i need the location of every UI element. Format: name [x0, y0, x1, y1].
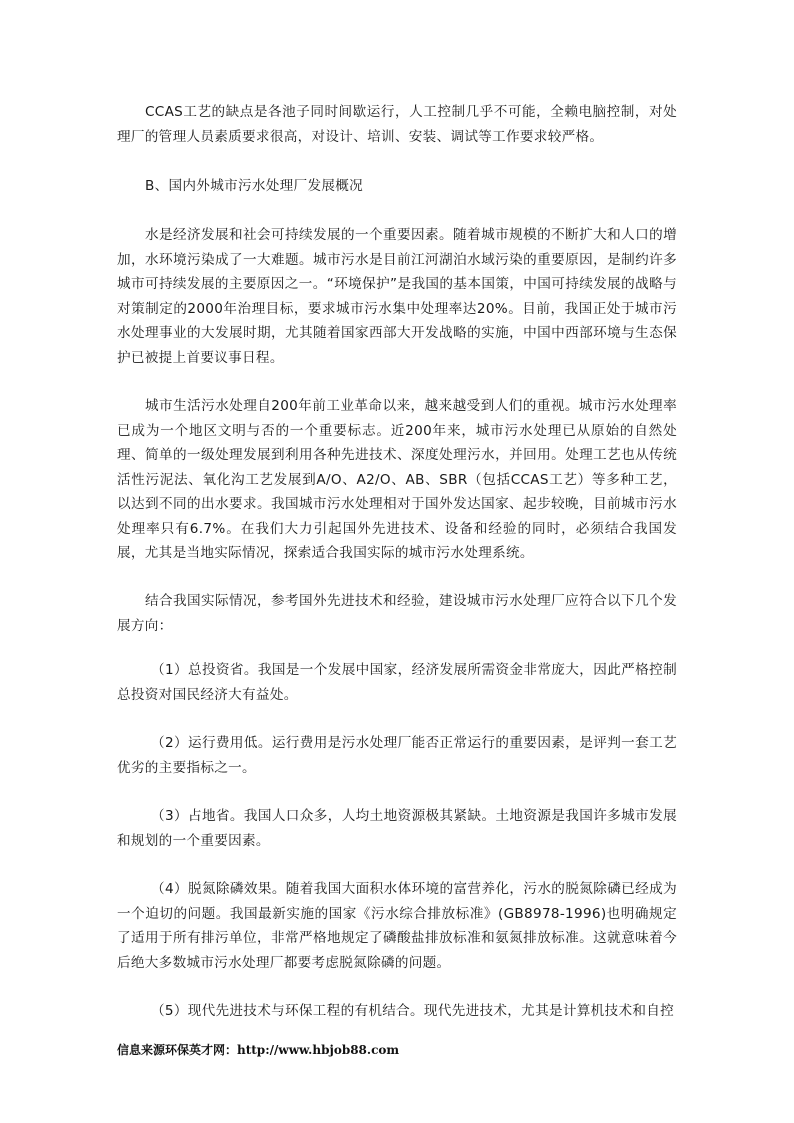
list-item-investment: （1）总投资省。我国是一个发展中国家，经济发展所需资金非常庞大，因此严格控制总投资对国民经济大有益处。 — [117, 662, 677, 703]
list-item-modern-technology: （5）现代先进技术与环保工程的有机结合。现代先进技术，尤其是计算机技术和自控 — [151, 1003, 675, 1019]
paragraph-urban-sewage-history: 城市生活污水处理自200年前工业革命以来，越来越受到人们的重视。城市污水处理率已成为一个地区文明与否的一个重要标志。近200年来，城市污水处理已从原始的自然处理、简单的一级处理发展到利用各种先进技术、深度处理污水，并回用。处理工艺也从传统活性污泥法、氧化沟工艺发展到A/O、A2/O、AB、SBR（包括CCAS工艺）等多种工艺，以达到不同的出水要求。我国城市污水处理相对于国外发达国家、起步较晚，目前城市污水处理率只有6.7%。在我们大力引起国外先进技术、设备和经验的同时，必须结合我国发展，尤其是当地实际情况，探索适合我国实际的城市污水处理系统。 — [117, 398, 677, 561]
list-item-operating-cost: （2）运行费用低。运行费用是污水处理厂能否正常运行的重要因素，是评判一套工艺优劣的主要指标之一。 — [117, 735, 677, 776]
section-heading: B、国内外城市污水处理厂发展概况 — [145, 178, 364, 194]
paragraph-development-directions: 结合我国实际情况，参考国外先进技术和经验，建设城市污水处理厂应符合以下几个发展方向： — [117, 593, 677, 634]
paragraph-ccas-drawbacks: CCAS工艺的缺点是各池子同时间歇运行，人工控制几乎不可能，全赖电脑控制，对处理厂的管理人员素质要求很高，对设计、培训、安装、调试等工作要求较严格。 — [117, 104, 677, 145]
paragraph-water-importance: 水是经济发展和社会可持续发展的一个重要因素。随着城市规模的不断扩大和人口的增加，水环境污染成了一大难题。城市污水是目前江河湖泊水域污染的重要原因，是制约许多城市可持续发展的主要原因之一。“环境保护”是我国的基本国策，中国可持续发展的战略与对策制定的2000年治理目标，要求城市污水集中处理率达20%。目前，我国正处于城市污水处理事业的大发展时期，尤其随着国家西部大开发战略的实施，中国中西部环境与生态保护已被提上首要议事日程。 — [117, 227, 677, 366]
list-item-land-use: （3）占地省。我国人口众多，人均土地资源极其紧缺。土地资源是我国许多城市发展和规划的一个重要因素。 — [117, 808, 677, 849]
source-footer: 信息来源环保英才网：http://www.hbjob88.com — [117, 1043, 400, 1057]
list-item-nutrient-removal: （4）脱氮除磷效果。随着我国大面积水体环境的富营养化，污水的脱氮除磷已经成为一个迫切的问题。我国最新实施的国家《污水综合排放标准》(GB8978-1996)也明确规定了适用于所有排污单位，非常严格地规定了磷酸盐排放标准和氨氮排放标准。这就意味着今后绝大多数城市污水处理厂都要考虑脱氮除磷的问题。 — [117, 881, 677, 971]
